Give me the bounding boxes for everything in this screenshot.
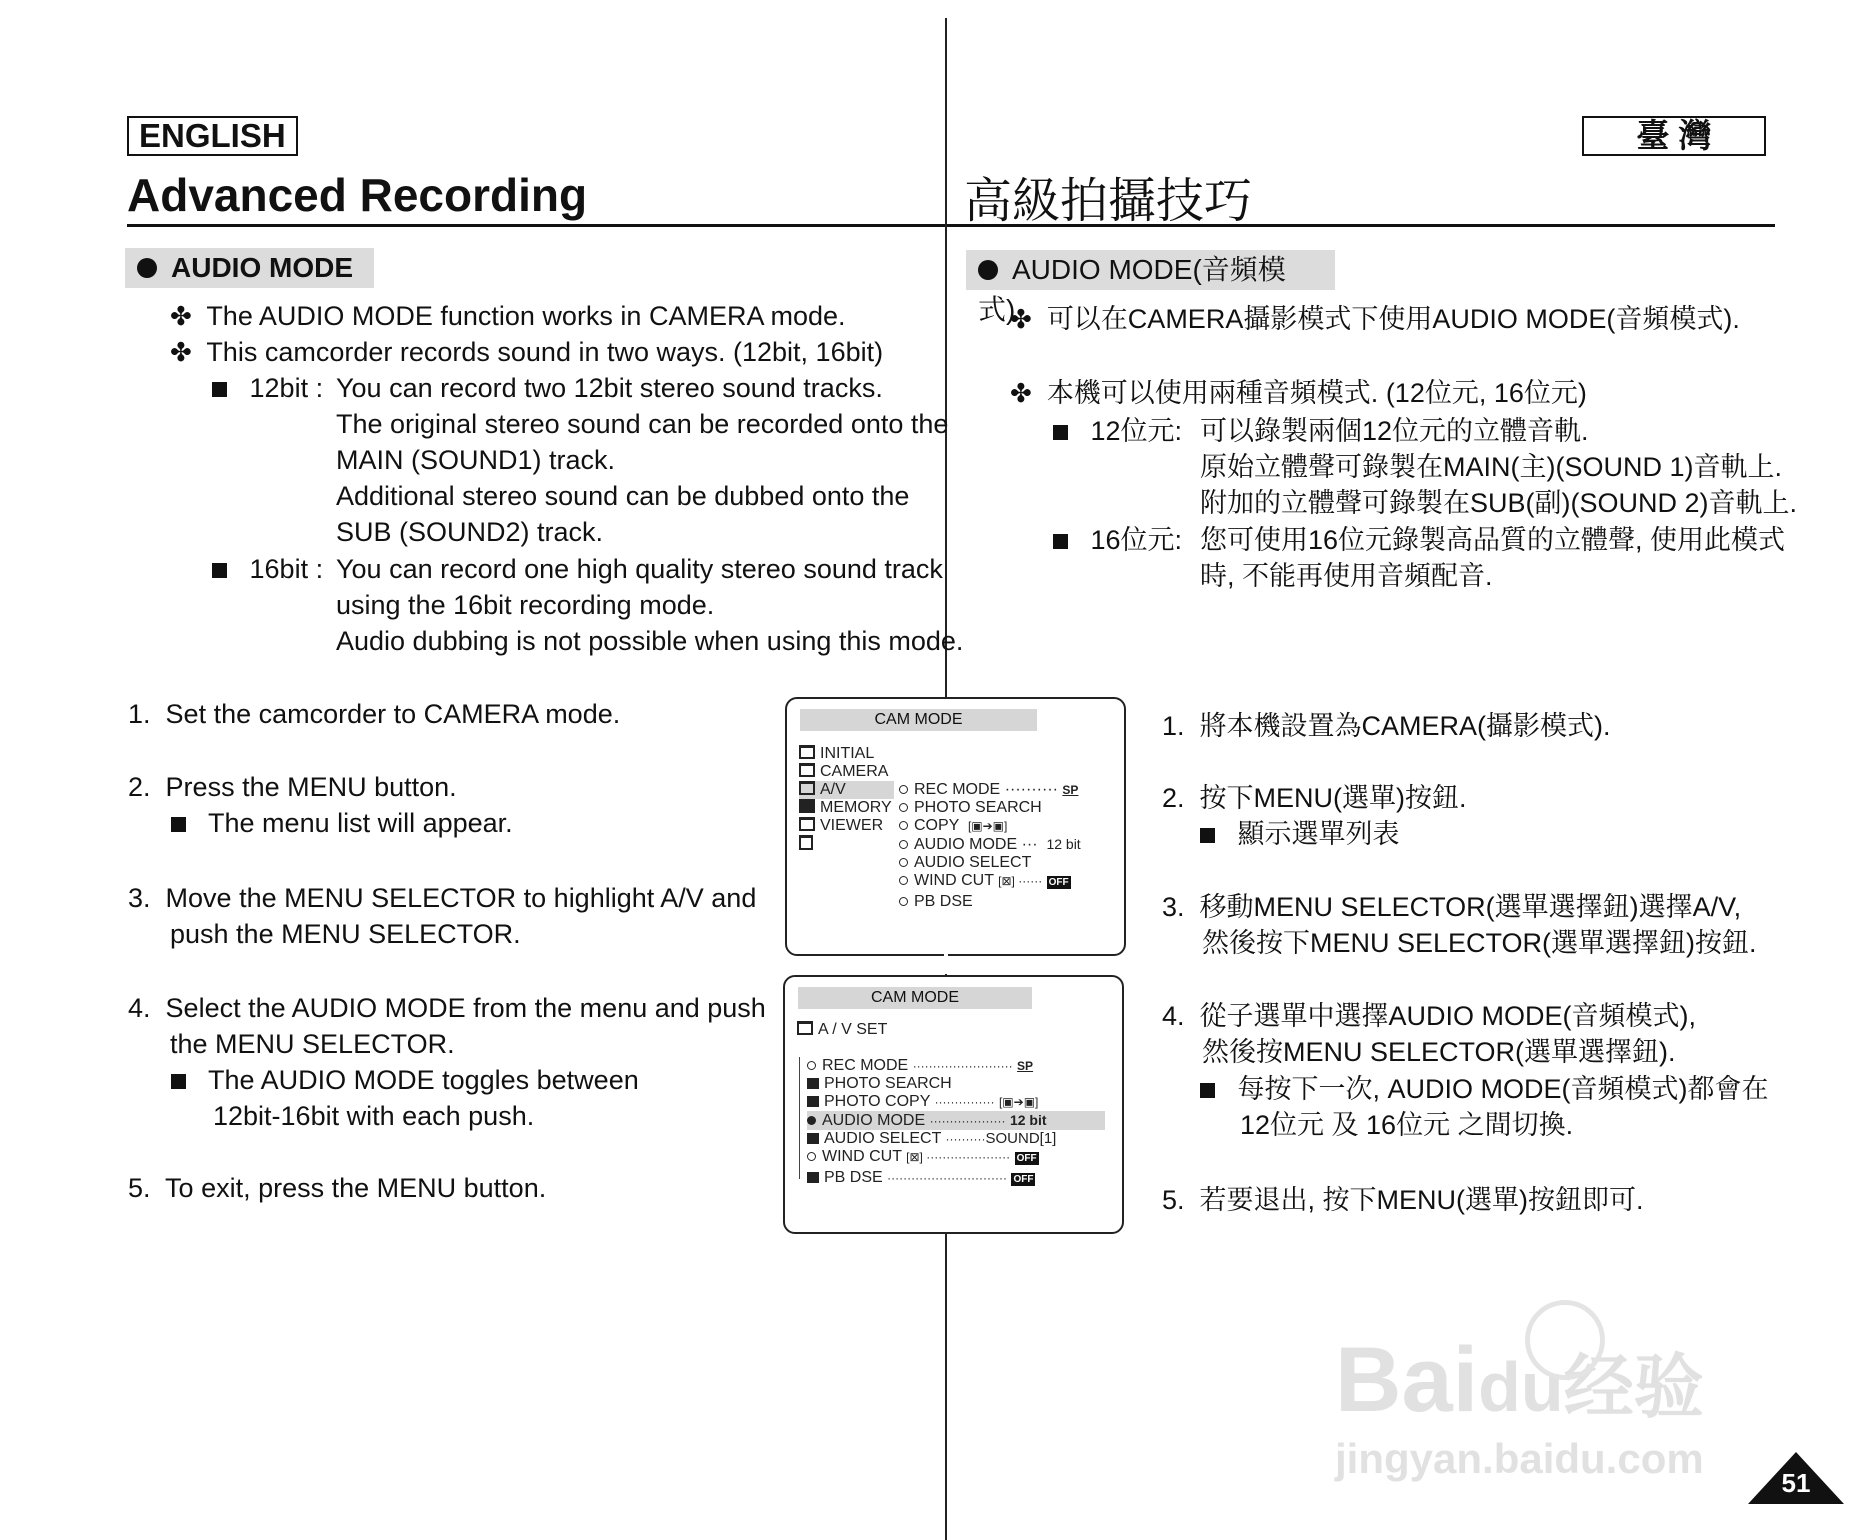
circle-icon	[899, 858, 908, 867]
photo-icon	[807, 1078, 819, 1089]
bullet-dot-icon	[978, 260, 998, 280]
list-item	[170, 298, 883, 334]
step-1: 1. Set the camcorder to CAMERA mode.	[128, 699, 621, 729]
english-16bit-block	[212, 551, 323, 587]
menu-item[interactable]: PHOTO COPY ··············· [▣➔▣]	[807, 1093, 1105, 1111]
square-bullet-icon	[1053, 534, 1068, 549]
square-bullet-icon	[171, 1074, 186, 1089]
text-line: Audio dubbing is not possible when using this mode.	[336, 626, 964, 656]
square-bullet-icon	[1053, 425, 1068, 440]
zh-step-3: 3. 移動MENU SELECTOR(選單選擇鈕)選擇A/V, 然後按下MENU SELECTOR(選單選擇鈕)按鈕.	[1162, 892, 1757, 958]
circle-icon	[899, 803, 908, 812]
step-4-sub: The AUDIO MODE toggles between 12bit-16bit with each push.	[171, 1062, 639, 1134]
menu-category[interactable]: CAMERA	[820, 763, 889, 780]
page-title-english: Advanced Recording	[127, 169, 588, 221]
section-heading-english	[125, 248, 374, 288]
bullet-text: The AUDIO MODE function works in CAMERA mode.	[206, 301, 846, 331]
menu-screen-main	[785, 697, 1126, 956]
menu-category[interactable]: INITIAL	[820, 745, 875, 762]
square-bullet-icon	[1200, 828, 1215, 843]
header-rule-left	[127, 224, 945, 227]
step-4: 4. Select the AUDIO MODE from the menu and push the MENU SELECTOR.	[128, 993, 766, 1059]
page-title-chinese: 高級拍攝技巧	[964, 175, 1253, 228]
baidu-watermark	[1335, 1300, 1704, 1481]
menu-item[interactable]: PHOTO SEARCH	[899, 799, 1109, 817]
zh-step-5: 5. 若要退出, 按下MENU(選單)按鈕即可.	[1162, 1185, 1644, 1215]
tree-line	[799, 1057, 800, 1179]
photo-icon	[807, 1172, 819, 1183]
tape-icon	[799, 835, 813, 850]
menu-item-selected[interactable]: AUDIO MODE ··················· 12 bit	[807, 1111, 1105, 1130]
chinese-16bit-label: 16位元:	[1053, 522, 1182, 558]
menu-item[interactable]: COPY [▣➔▣]	[899, 817, 1109, 835]
language-label-taiwan: 臺 灣	[1582, 116, 1766, 156]
photo-icon	[807, 1133, 819, 1144]
folder-icon	[797, 1021, 813, 1035]
square-bullet-icon	[1200, 1083, 1215, 1098]
clover-bullet-icon: ✤	[170, 301, 192, 331]
menu-item[interactable]: REC MODE ·········· SP	[899, 781, 1109, 799]
step-2-sub: The menu list will appear.	[171, 805, 513, 841]
circle-icon	[899, 840, 908, 849]
menu-item[interactable]: WIND CUT [⊠] ····················· OFF	[807, 1148, 1105, 1166]
menu-item[interactable]: AUDIO SELECT	[899, 854, 1109, 872]
clover-bullet-icon: ✤	[1010, 378, 1032, 408]
zh-step-2: 2. 按下MENU(選單)按鈕.	[1162, 783, 1467, 813]
menu-item[interactable]: PB DSE ······························ OFF	[807, 1169, 1105, 1187]
section-heading-chinese	[966, 250, 1335, 325]
menu-item[interactable]: PB DSE	[899, 893, 1109, 911]
filled-circle-icon	[807, 1116, 816, 1125]
menu-item[interactable]: REC MODE ························· SP	[807, 1057, 1105, 1075]
circle-icon	[899, 897, 908, 906]
off-badge: OFF	[1013, 1174, 1034, 1185]
menu-header: CAM MODE	[798, 987, 1032, 1009]
chinese-12bit-text: 可以錄製兩個12位元的立體音軌. 原始立體聲可錄製在MAIN(主)(SOUND 1)音軌上. 附加的立體聲可錄製在SUB(副)(SOUND 2)音軌上.	[1200, 416, 1798, 518]
folder-icon	[799, 745, 815, 759]
bit-label: 12bit :	[249, 373, 324, 403]
circle-icon	[807, 1061, 816, 1070]
section-title: AUDIO MODE(音頻模式)	[978, 254, 1286, 325]
list-item	[170, 334, 883, 370]
menu-item[interactable]: WIND CUT [⊠] ······ OFF	[899, 872, 1109, 890]
circle-icon	[899, 821, 908, 830]
step-5: 5. To exit, press the MENU button.	[128, 1173, 547, 1203]
menu-connector-gap	[944, 952, 948, 974]
circle-icon	[899, 876, 908, 885]
chinese-12bit-label: 12位元:	[1053, 413, 1182, 449]
chinese-bullet-1: ✤ 可以在CAMERA攝影模式下使用AUDIO MODE(音頻模式).	[1010, 304, 1740, 334]
step-3: 3. Move the MENU SELECTOR to highlight A/V and push the MENU SELECTOR.	[128, 883, 757, 949]
english-bullet-list	[170, 298, 883, 370]
bit-label: 16bit :	[249, 554, 324, 584]
section-title: AUDIO MODE	[171, 252, 353, 283]
step-2: 2. Press the MENU button.	[128, 772, 457, 802]
page-number: 51	[1781, 1468, 1811, 1498]
watermark-brand: Bai	[1335, 1329, 1479, 1431]
zh-step-4-sub: 每按下一次, AUDIO MODE(音頻模式)都會在 12位元 及 16位元 之間切換.	[1200, 1071, 1769, 1143]
folder-icon	[799, 817, 815, 831]
chinese-16bit-text: 您可使用16位元錄製高品質的立體聲, 使用此模式 時, 不能再使用音頻配音.	[1200, 525, 1786, 591]
menu-category-selected[interactable]: A/V	[820, 781, 846, 798]
text-line: You can record one high quality stereo sound track	[336, 554, 943, 584]
square-bullet-icon	[212, 382, 227, 397]
menu-screen-av-set	[783, 975, 1124, 1234]
zh-step-2-sub: 顯示選單列表	[1200, 816, 1400, 852]
watermark-brand-2: du	[1478, 1348, 1564, 1426]
bullet-dot-icon	[137, 258, 157, 278]
menu-item[interactable]: AUDIO MODE ··· 12 bit	[899, 835, 1109, 854]
watermark-zh: 经验	[1563, 1348, 1704, 1426]
chinese-bullet-2: ✤ 本機可以使用兩種音頻模式. (12位元, 16位元)	[1010, 378, 1587, 408]
zh-step-1: 1. 將本機設置為CAMERA(攝影模式).	[1162, 711, 1611, 741]
folder-icon	[799, 763, 815, 777]
menu-category[interactable]: MEMORY	[820, 799, 892, 816]
submenu-title: A / V SET	[797, 1021, 887, 1039]
menu-item[interactable]: PHOTO SEARCH	[807, 1075, 1105, 1093]
text-line: using the 16bit recording mode.	[336, 590, 715, 620]
clover-bullet-icon: ✤	[1010, 304, 1032, 334]
paw-icon	[1525, 1300, 1605, 1380]
clover-bullet-icon: ✤	[170, 337, 192, 367]
circle-icon	[899, 785, 908, 794]
text-line: Additional stereo sound can be dubbed onto the	[336, 481, 910, 511]
bullet-text: This camcorder records sound in two ways. (12bit, 16bit)	[206, 337, 884, 367]
text-line: The original stereo sound can be recorded onto the	[336, 409, 949, 439]
square-bullet-icon	[171, 817, 186, 832]
square-bullet-icon	[212, 563, 227, 578]
watermark-url: jingyan.baidu.com	[1335, 1435, 1704, 1482]
folder-icon	[799, 781, 815, 795]
english-12bit-block	[212, 370, 323, 406]
text-line: MAIN (SOUND1) track.	[336, 445, 616, 475]
menu-left-column	[799, 745, 894, 854]
memory-icon	[799, 799, 815, 813]
english-12bit-text	[336, 370, 948, 550]
photo-icon	[807, 1096, 819, 1107]
menu-category[interactable]: VIEWER	[820, 817, 884, 834]
off-badge: OFF	[1016, 1153, 1037, 1164]
off-badge: OFF	[1048, 877, 1069, 888]
menu-header: CAM MODE	[800, 709, 1037, 731]
menu-item[interactable]: AUDIO SELECT ··········SOUND[1]	[807, 1130, 1105, 1148]
submenu-list	[807, 1057, 1105, 1187]
text-line: You can record two 12bit stereo sound tracks.	[336, 373, 883, 403]
text-line: SUB (SOUND2) track.	[336, 517, 604, 547]
circle-icon	[807, 1152, 816, 1161]
language-label-english: ENGLISH	[127, 116, 298, 156]
english-16bit-text	[336, 551, 963, 659]
zh-step-4: 4. 從子選單中選擇AUDIO MODE(音頻模式), 然後按MENU SELECTOR(選單選擇鈕).	[1162, 1001, 1697, 1067]
menu-submenu-list	[899, 781, 1109, 911]
